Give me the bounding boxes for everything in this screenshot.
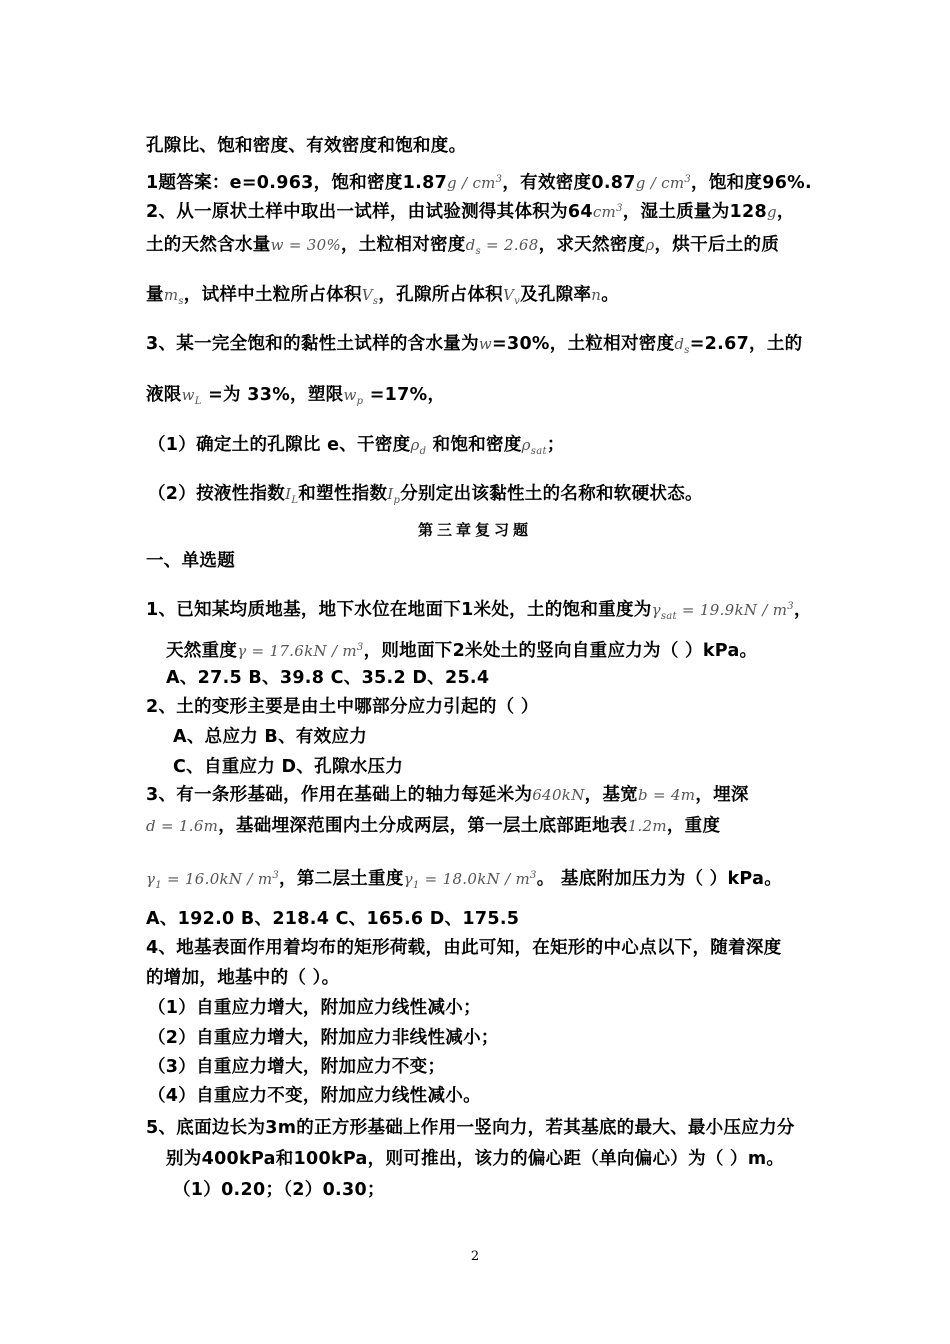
math-sup: 3	[356, 642, 364, 653]
text-span: ，	[776, 202, 795, 222]
math-text: = 18.0kN / m	[419, 870, 531, 888]
math-sub: s	[684, 345, 690, 356]
math-sub: p	[393, 495, 401, 506]
text-span: ，重度	[666, 816, 721, 836]
math-expr	[593, 203, 623, 221]
math-expr: 640kN	[532, 786, 585, 804]
text-span: ，土粒相对密度	[341, 235, 466, 255]
text-span: ，烘干后土的质	[654, 235, 780, 255]
option-line	[173, 1178, 385, 1202]
options-line	[173, 755, 403, 779]
text-span: 。 基底附加压力为（ ）kPa。	[536, 869, 782, 889]
math-expr	[410, 436, 427, 457]
text-span: ，	[793, 600, 812, 620]
math-expr: w = 30%	[270, 236, 341, 254]
text-span: （1）0.20；（2）0.30；	[173, 1180, 385, 1200]
math-sup: 3	[616, 203, 623, 214]
text-span: 3、有一条形基础，作用在基础上的轴力每延米为	[146, 785, 533, 805]
question-line	[166, 1147, 784, 1171]
answer-line	[146, 168, 812, 195]
text-span: （2）按液性指数	[148, 484, 286, 504]
chapter-heading: 第三章复习题	[417, 521, 532, 539]
option-line	[148, 996, 481, 1020]
math-text: V	[361, 286, 373, 304]
math-text: d	[465, 236, 476, 254]
question-line	[146, 783, 749, 807]
math-sub: L	[291, 495, 299, 506]
options-line	[146, 907, 519, 931]
text-span: C、自重应力 D、孔隙水压力	[173, 757, 404, 777]
text-span: =17%，	[363, 385, 446, 405]
text-span: ，孔隙所占体积	[378, 285, 503, 305]
text-span: ，有效密度0.87	[502, 173, 636, 193]
text-span: =30%，土粒相对密度	[492, 334, 675, 354]
math-text: = 2.68	[480, 236, 539, 254]
text-span: （1）自重应力增大，附加应力线性减小；	[148, 998, 481, 1018]
math-text: g / cm	[447, 174, 496, 192]
math-text: γ	[146, 870, 156, 888]
math-sup: 3	[272, 870, 280, 881]
question-line	[148, 433, 565, 464]
math-expr	[181, 386, 202, 407]
math-sub: L	[194, 396, 202, 407]
question-line	[166, 636, 757, 663]
math-text: = 19.9kN / m	[676, 601, 788, 619]
math-text: g / cm	[635, 174, 685, 192]
math-expr	[674, 335, 690, 356]
question-line	[146, 966, 339, 990]
math-sub: d	[419, 446, 427, 457]
math-sup: 3	[684, 174, 692, 185]
math-text: = 16.0kN / m	[161, 870, 273, 888]
text-span: 5、底面边长为3m的正方形基础上作用一竖向力，若其基底的最大、最小压应力分	[146, 1118, 795, 1138]
math-expr: n	[591, 286, 602, 304]
math-expr	[447, 174, 502, 192]
text-span: A、192.0 B、218.4 C、165.6 D、175.5	[146, 909, 520, 929]
math-expr	[361, 286, 379, 307]
math-expr	[163, 286, 184, 307]
text-span: （2）自重应力增大，附加应力非线性减小；	[148, 1028, 499, 1048]
math-sub: s	[178, 296, 184, 307]
question-line	[146, 814, 720, 838]
math-expr	[387, 485, 401, 506]
option-line	[148, 1084, 481, 1108]
math-sub: sat	[530, 446, 547, 457]
text-span: ，湿土质量为128	[622, 202, 767, 222]
math-expr: ρ	[645, 236, 655, 254]
math-text: w	[181, 386, 195, 404]
math-text: w	[343, 386, 357, 404]
math-expr	[651, 601, 794, 622]
text-line	[146, 134, 466, 158]
math-text: d	[674, 335, 685, 353]
math-sub: p	[356, 396, 364, 407]
text-span: 1题答案：e=0.963，饱和密度1.87	[146, 173, 448, 193]
text-span: =为 33%，塑限	[201, 385, 344, 405]
math-text: I	[285, 485, 292, 503]
question-line	[146, 595, 812, 629]
text-span: 一、单选题	[146, 551, 235, 571]
options-line	[173, 725, 367, 749]
math-expr: g	[766, 203, 777, 221]
math-text: γ	[403, 870, 413, 888]
math-text: I	[387, 485, 394, 503]
text-span: ，埋深	[695, 785, 749, 805]
question-line	[146, 936, 781, 960]
math-text: ρ	[410, 436, 420, 454]
text-span: 孔隙比、饱和密度、有效密度和饱和度。	[146, 136, 467, 156]
math-expr	[285, 485, 299, 506]
text-span: （4）自重应力不变，附加应力线性减小。	[148, 1086, 481, 1106]
text-span: 1、已知某均质地基，地下水位在地面下1米处，土的饱和重度为	[146, 600, 652, 620]
text-span: 3、某一完全饱和的黏性土试样的含水量为	[146, 334, 479, 354]
math-expr	[465, 236, 539, 257]
question-line	[146, 197, 795, 224]
options-line	[166, 666, 489, 690]
text-span: 液限	[146, 385, 182, 405]
text-span: ，饱和度96%.	[691, 173, 812, 193]
math-expr: 1.2m	[627, 817, 667, 835]
option-line	[148, 1055, 445, 1079]
math-text: V	[502, 286, 515, 304]
math-text: m	[163, 286, 179, 304]
math-expr: w	[478, 335, 493, 353]
question-line	[146, 864, 782, 898]
page-number: 2	[470, 1249, 480, 1264]
text-span: =2.67，土的	[689, 334, 803, 354]
question-line	[146, 695, 539, 719]
math-expr: b = 4m	[638, 786, 696, 804]
text-span: 和饱和密度	[426, 435, 522, 455]
question-line	[146, 383, 445, 414]
math-sup: 3	[530, 870, 537, 881]
text-span: 分别定出该黏性土的名称和软硬状态。	[400, 484, 703, 504]
text-span: A、27.5 B、39.8 C、35.2 D、25.4	[166, 668, 490, 688]
math-sub: 1	[155, 880, 162, 891]
math-expr	[146, 870, 280, 891]
text-span: 。	[601, 285, 620, 305]
math-text: cm	[592, 203, 617, 221]
question-line	[146, 1116, 795, 1140]
math-text: γ = 17.6kN / m	[237, 642, 357, 660]
text-span: ，求天然密度	[538, 235, 646, 255]
text-span: 量	[146, 285, 164, 305]
text-span: ，第二层土重度	[279, 869, 404, 889]
math-expr: d = 1.6m	[146, 817, 219, 835]
math-expr	[521, 436, 547, 457]
math-expr	[343, 386, 364, 407]
text-span: ，则地面下2米处土的竖向自重应力为（ ）kPa。	[363, 641, 758, 661]
math-expr	[636, 174, 691, 192]
question-line	[148, 482, 703, 513]
math-sub: s	[372, 296, 379, 307]
math-sub: s	[475, 246, 481, 257]
math-sup: 3	[787, 601, 794, 612]
math-sub: 1	[412, 880, 420, 891]
text-span: 土的天然含水量	[146, 235, 271, 255]
question-line	[146, 233, 779, 264]
text-span: 及孔隙率	[520, 285, 592, 305]
math-sub: v	[514, 296, 521, 307]
text-span: A、总应力 B、有效应力	[173, 727, 368, 747]
text-span: ，试样中土粒所占体积	[183, 285, 362, 305]
text-span: ；	[546, 435, 565, 455]
math-sup: 3	[495, 174, 503, 185]
text-span: （3）自重应力增大，附加应力不变；	[148, 1057, 446, 1077]
text-span: 天然重度	[166, 641, 238, 661]
text-span: 2、土的变形主要是由土中哪部分应力引起的（ ）	[146, 697, 539, 717]
math-sub: sat	[660, 611, 677, 622]
text-span: 别为400kPa和100kPa，则可推出，该力的偏心距（单向偏心）为（ ）m。	[166, 1149, 785, 1169]
math-expr	[502, 286, 521, 307]
question-line	[146, 332, 802, 363]
text-span: ，基础埋深范围内土分成两层，第一层土底部距地表	[218, 816, 628, 836]
text-span: （1）确定土的孔隙比 e、干密度	[148, 435, 411, 455]
question-line	[146, 283, 619, 314]
math-text: ρ	[521, 436, 531, 454]
math-text: γ	[651, 601, 661, 619]
text-span: 4、地基表面作用着均布的矩形荷载，由此可知，在矩形的中心点以下，随着深度	[146, 938, 782, 958]
option-line	[148, 1026, 499, 1050]
text-span: 2、从一原状土样中取出一试样，由试验测得其体积为64	[146, 202, 593, 222]
section-title	[146, 549, 235, 573]
text-span: ，基宽	[584, 785, 639, 805]
math-expr	[403, 870, 537, 891]
text-span: 的增加，地基中的（ ）。	[146, 968, 340, 988]
math-expr	[237, 642, 363, 660]
text-span: 和塑性指数	[298, 484, 388, 504]
